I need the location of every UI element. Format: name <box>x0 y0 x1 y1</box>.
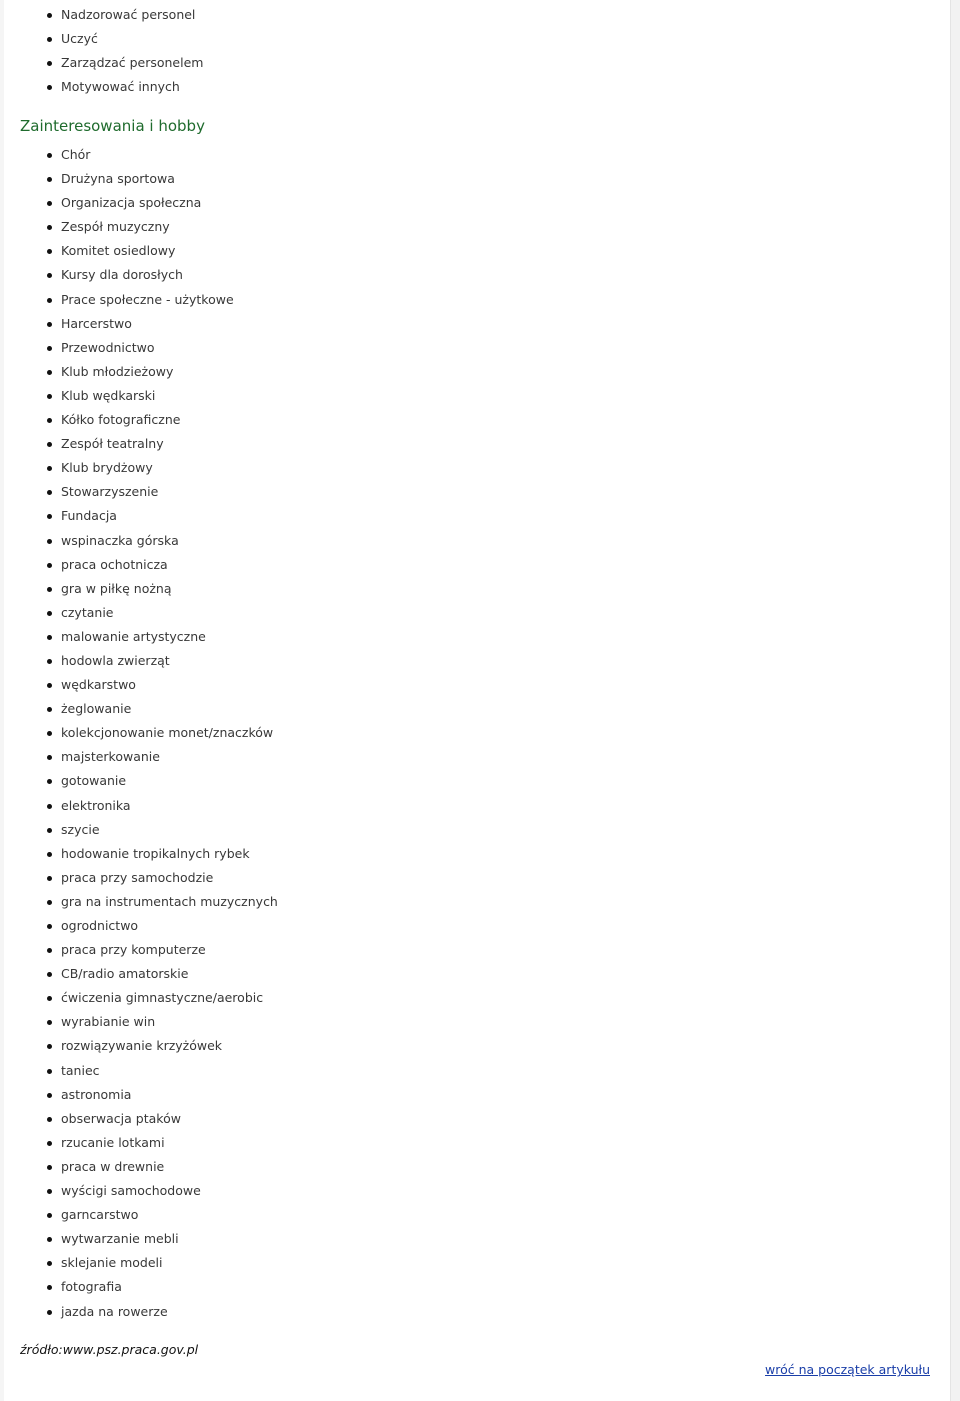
hobby-list-item: Chór <box>4 143 278 167</box>
hobby-list-item: wyrabianie win <box>4 1010 278 1034</box>
hobby-list-item: hodowla zwierząt <box>4 649 278 673</box>
hobby-list-item: rzucanie lotkami <box>4 1131 278 1155</box>
hobby-list-item: gotowanie <box>4 769 278 793</box>
skill-list-item: Motywować innych <box>4 75 203 99</box>
hobby-list-item: hodowanie tropikalnych rybek <box>4 842 278 866</box>
hobby-list-item: praca w drewnie <box>4 1155 278 1179</box>
hobby-list-item: ćwiczenia gimnastyczne/aerobic <box>4 986 278 1010</box>
hobby-list-item: elektronika <box>4 794 278 818</box>
hobby-list-item: gra na instrumentach muzycznych <box>4 890 278 914</box>
hobby-list-item: Zespół muzyczny <box>4 215 278 239</box>
hobby-list-item: jazda na rowerze <box>4 1300 278 1324</box>
section-heading-hobbies: Zainteresowania i hobby <box>20 117 205 135</box>
hobby-list-item: malowanie artystyczne <box>4 625 278 649</box>
hobby-list-item: Komitet osiedlowy <box>4 239 278 263</box>
hobby-list-item: garncarstwo <box>4 1203 278 1227</box>
hobby-list-item: czytanie <box>4 601 278 625</box>
hobby-list-item: Organizacja społeczna <box>4 191 278 215</box>
hobby-list-item: Klub wędkarski <box>4 384 278 408</box>
skill-list-item: Zarządzać personelem <box>4 51 203 75</box>
hobby-list-item: Harcerstwo <box>4 312 278 336</box>
hobby-list-item: obserwacja ptaków <box>4 1107 278 1131</box>
page-right-edge <box>950 0 960 1401</box>
hobby-list-item: praca ochotnicza <box>4 553 278 577</box>
hobby-list-item: astronomia <box>4 1083 278 1107</box>
hobby-list-item: gra w piłkę nożną <box>4 577 278 601</box>
hobby-list-item: szycie <box>4 818 278 842</box>
hobby-list-item: żeglowanie <box>4 697 278 721</box>
hobby-list-item: wspinaczka górska <box>4 529 278 553</box>
hobby-list-item: CB/radio amatorskie <box>4 962 278 986</box>
hobby-list-item: wyścigi samochodowe <box>4 1179 278 1203</box>
hobby-list-item: wędkarstwo <box>4 673 278 697</box>
hobby-list-item: fotografia <box>4 1275 278 1299</box>
hobby-list-item: Klub młodzieżowy <box>4 360 278 384</box>
hobby-list-item: wytwarzanie mebli <box>4 1227 278 1251</box>
hobby-list-item: Klub brydżowy <box>4 456 278 480</box>
hobby-list-item: Fundacja <box>4 504 278 528</box>
hobby-list-item: Kółko fotograficzne <box>4 408 278 432</box>
skill-list-item: Uczyć <box>4 27 203 51</box>
hobby-list-item: Kursy dla dorosłych <box>4 263 278 287</box>
hobby-list-item: kolekcjonowanie monet/znaczków <box>4 721 278 745</box>
skill-list-item: Nadzorować personel <box>4 3 203 27</box>
hobby-list-item: sklejanie modeli <box>4 1251 278 1275</box>
hobby-list-item: Prace społeczne - użytkowe <box>4 288 278 312</box>
back-to-top-link[interactable]: wróć na początek artykułu <box>765 1362 930 1377</box>
source-note: źródło:www.psz.praca.gov.pl <box>20 1342 199 1357</box>
hobby-list-item: praca przy komputerze <box>4 938 278 962</box>
hobby-list-item: taniec <box>4 1059 278 1083</box>
hobby-list-item: praca przy samochodzie <box>4 866 278 890</box>
hobby-list-item: rozwiązywanie krzyżówek <box>4 1034 278 1058</box>
hobbies-list <box>4 143 278 1324</box>
hobby-list-item: ogrodnictwo <box>4 914 278 938</box>
hobby-list-item: Stowarzyszenie <box>4 480 278 504</box>
document-page <box>4 0 950 1401</box>
skills-list <box>4 3 203 99</box>
hobby-list-item: Przewodnictwo <box>4 336 278 360</box>
hobby-list-item: Zespół teatralny <box>4 432 278 456</box>
hobby-list-item: Drużyna sportowa <box>4 167 278 191</box>
hobby-list-item: majsterkowanie <box>4 745 278 769</box>
